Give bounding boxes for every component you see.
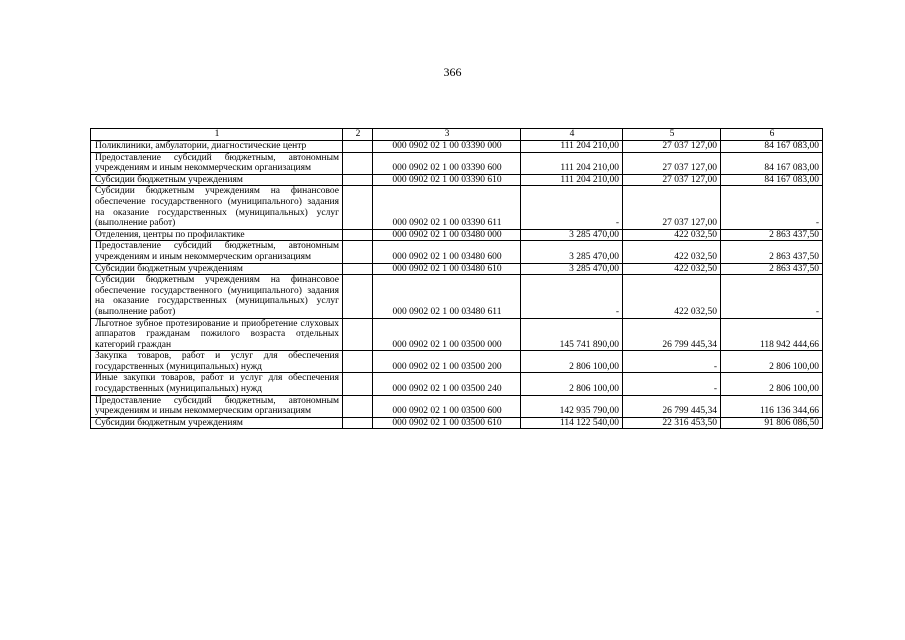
- row-code: 000 0902 02 1 00 03500 000: [373, 318, 521, 351]
- row-code: 000 0902 02 1 00 03480 610: [373, 263, 521, 275]
- row-value-5: 422 032,50: [623, 229, 721, 241]
- table-row: [91, 141, 823, 153]
- table-row: [91, 241, 823, 263]
- row-value-5: 27 037 127,00: [623, 152, 721, 174]
- row-value-5: 27 037 127,00: [623, 141, 721, 153]
- row-code: 000 0902 02 1 00 03480 000: [373, 229, 521, 241]
- row-value-5: 22 316 453,50: [623, 417, 721, 429]
- table-row: [91, 229, 823, 241]
- row-value-4: 111 204 210,00: [521, 141, 623, 153]
- table-header-row: [91, 129, 823, 141]
- row-value-5: 26 799 445,34: [623, 318, 721, 351]
- row-name: Предоставление субсидий бюджетным, автономным учреждениям и иным некоммерческим организациям: [91, 152, 343, 174]
- row-value-5: 422 032,50: [623, 263, 721, 275]
- row-value-6: 2 863 437,50: [721, 241, 823, 263]
- row-value-4: 142 935 790,00: [521, 395, 623, 417]
- row-name: Субсидии бюджетным учреждениям на финансовое обеспечение государственного (муниципального) задания на оказание государственных (муниципальных) услуг (выполнение работ): [91, 275, 343, 318]
- row-value-4: -: [521, 275, 623, 318]
- row-code: 000 0902 02 1 00 03480 600: [373, 241, 521, 263]
- row-name: Субсидии бюджетным учреждениям: [91, 174, 343, 186]
- row-name: Субсидии бюджетным учреждениям: [91, 417, 343, 429]
- row-value-6: 84 167 083,00: [721, 152, 823, 174]
- row-value-6: -: [721, 186, 823, 229]
- row-code: 000 0902 02 1 00 03500 200: [373, 351, 521, 373]
- row-name: Субсидии бюджетным учреждениям: [91, 263, 343, 275]
- row-col2: [343, 318, 373, 351]
- table-row: [91, 417, 823, 429]
- row-value-4: 111 204 210,00: [521, 174, 623, 186]
- row-code: 000 0902 02 1 00 03390 610: [373, 174, 521, 186]
- row-code: 000 0902 02 1 00 03500 600: [373, 395, 521, 417]
- table-row: [91, 263, 823, 275]
- page-number: 366: [443, 65, 462, 79]
- row-value-6: 2 806 100,00: [721, 373, 823, 395]
- row-value-4: 114 122 540,00: [521, 417, 623, 429]
- row-col2: [343, 174, 373, 186]
- row-value-6: 91 806 086,50: [721, 417, 823, 429]
- row-value-5: 422 032,50: [623, 275, 721, 318]
- table-row: [91, 186, 823, 229]
- row-value-4: 2 806 100,00: [521, 373, 623, 395]
- row-col2: [343, 417, 373, 429]
- column-header: 5: [623, 129, 721, 141]
- row-name: Льготное зубное протезирование и приобретение слуховых аппаратов гражданам пожилого возраста отдельных категорий граждан: [91, 318, 343, 351]
- row-col2: [343, 186, 373, 229]
- row-value-6: 118 942 444,66: [721, 318, 823, 351]
- row-value-4: 111 204 210,00: [521, 152, 623, 174]
- row-code: 000 0902 02 1 00 03500 610: [373, 417, 521, 429]
- row-name: Субсидии бюджетным учреждениям на финансовое обеспечение государственного (муниципального) задания на оказание государственных (муниципальных) услуг (выполнение работ): [91, 186, 343, 229]
- row-name: Отделения, центры по профилактике: [91, 229, 343, 241]
- table-row: [91, 318, 823, 351]
- row-value-4: -: [521, 186, 623, 229]
- row-col2: [343, 141, 373, 153]
- table-row: [91, 275, 823, 318]
- row-value-6: 116 136 344,66: [721, 395, 823, 417]
- row-value-4: 3 285 470,00: [521, 241, 623, 263]
- row-col2: [343, 241, 373, 263]
- row-name: Иные закупки товаров, работ и услуг для обеспечения государственных (муниципальных) нужд: [91, 373, 343, 395]
- row-col2: [343, 275, 373, 318]
- row-value-5: 27 037 127,00: [623, 174, 721, 186]
- row-code: 000 0902 02 1 00 03390 000: [373, 141, 521, 153]
- row-code: 000 0902 02 1 00 03390 611: [373, 186, 521, 229]
- column-header: 4: [521, 129, 623, 141]
- column-header: 2: [343, 129, 373, 141]
- budget-table: [90, 128, 823, 429]
- table-body: [91, 141, 823, 429]
- row-value-5: 422 032,50: [623, 241, 721, 263]
- row-value-6: 2 863 437,50: [721, 229, 823, 241]
- table-row: [91, 152, 823, 174]
- row-code: 000 0902 02 1 00 03480 611: [373, 275, 521, 318]
- row-col2: [343, 351, 373, 373]
- row-col2: [343, 229, 373, 241]
- row-value-6: -: [721, 275, 823, 318]
- row-value-6: 2 806 100,00: [721, 351, 823, 373]
- row-value-4: 145 741 890,00: [521, 318, 623, 351]
- row-value-4: 3 285 470,00: [521, 263, 623, 275]
- row-name: Предоставление субсидий бюджетным, автономным учреждениям и иным некоммерческим организациям: [91, 395, 343, 417]
- row-value-5: 26 799 445,34: [623, 395, 721, 417]
- row-col2: [343, 373, 373, 395]
- row-col2: [343, 152, 373, 174]
- row-name: Предоставление субсидий бюджетным, автономным учреждениям и иным некоммерческим организациям: [91, 241, 343, 263]
- row-value-6: 84 167 083,00: [721, 174, 823, 186]
- column-header: 6: [721, 129, 823, 141]
- column-header: 1: [91, 129, 343, 141]
- row-value-5: 27 037 127,00: [623, 186, 721, 229]
- row-name: Закупка товаров, работ и услуг для обеспечения государственных (муниципальных) нужд: [91, 351, 343, 373]
- row-value-6: 84 167 083,00: [721, 141, 823, 153]
- row-name: Поликлиники, амбулатории, диагностические центр: [91, 141, 343, 153]
- table-row: [91, 174, 823, 186]
- row-value-6: 2 863 437,50: [721, 263, 823, 275]
- row-value-5: -: [623, 351, 721, 373]
- row-value-4: 2 806 100,00: [521, 351, 623, 373]
- table-row: [91, 373, 823, 395]
- table-row: [91, 395, 823, 417]
- row-code: 000 0902 02 1 00 03390 600: [373, 152, 521, 174]
- table-row: [91, 351, 823, 373]
- row-value-5: -: [623, 373, 721, 395]
- row-value-4: 3 285 470,00: [521, 229, 623, 241]
- row-col2: [343, 395, 373, 417]
- row-col2: [343, 263, 373, 275]
- column-header: 3: [373, 129, 521, 141]
- row-code: 000 0902 02 1 00 03500 240: [373, 373, 521, 395]
